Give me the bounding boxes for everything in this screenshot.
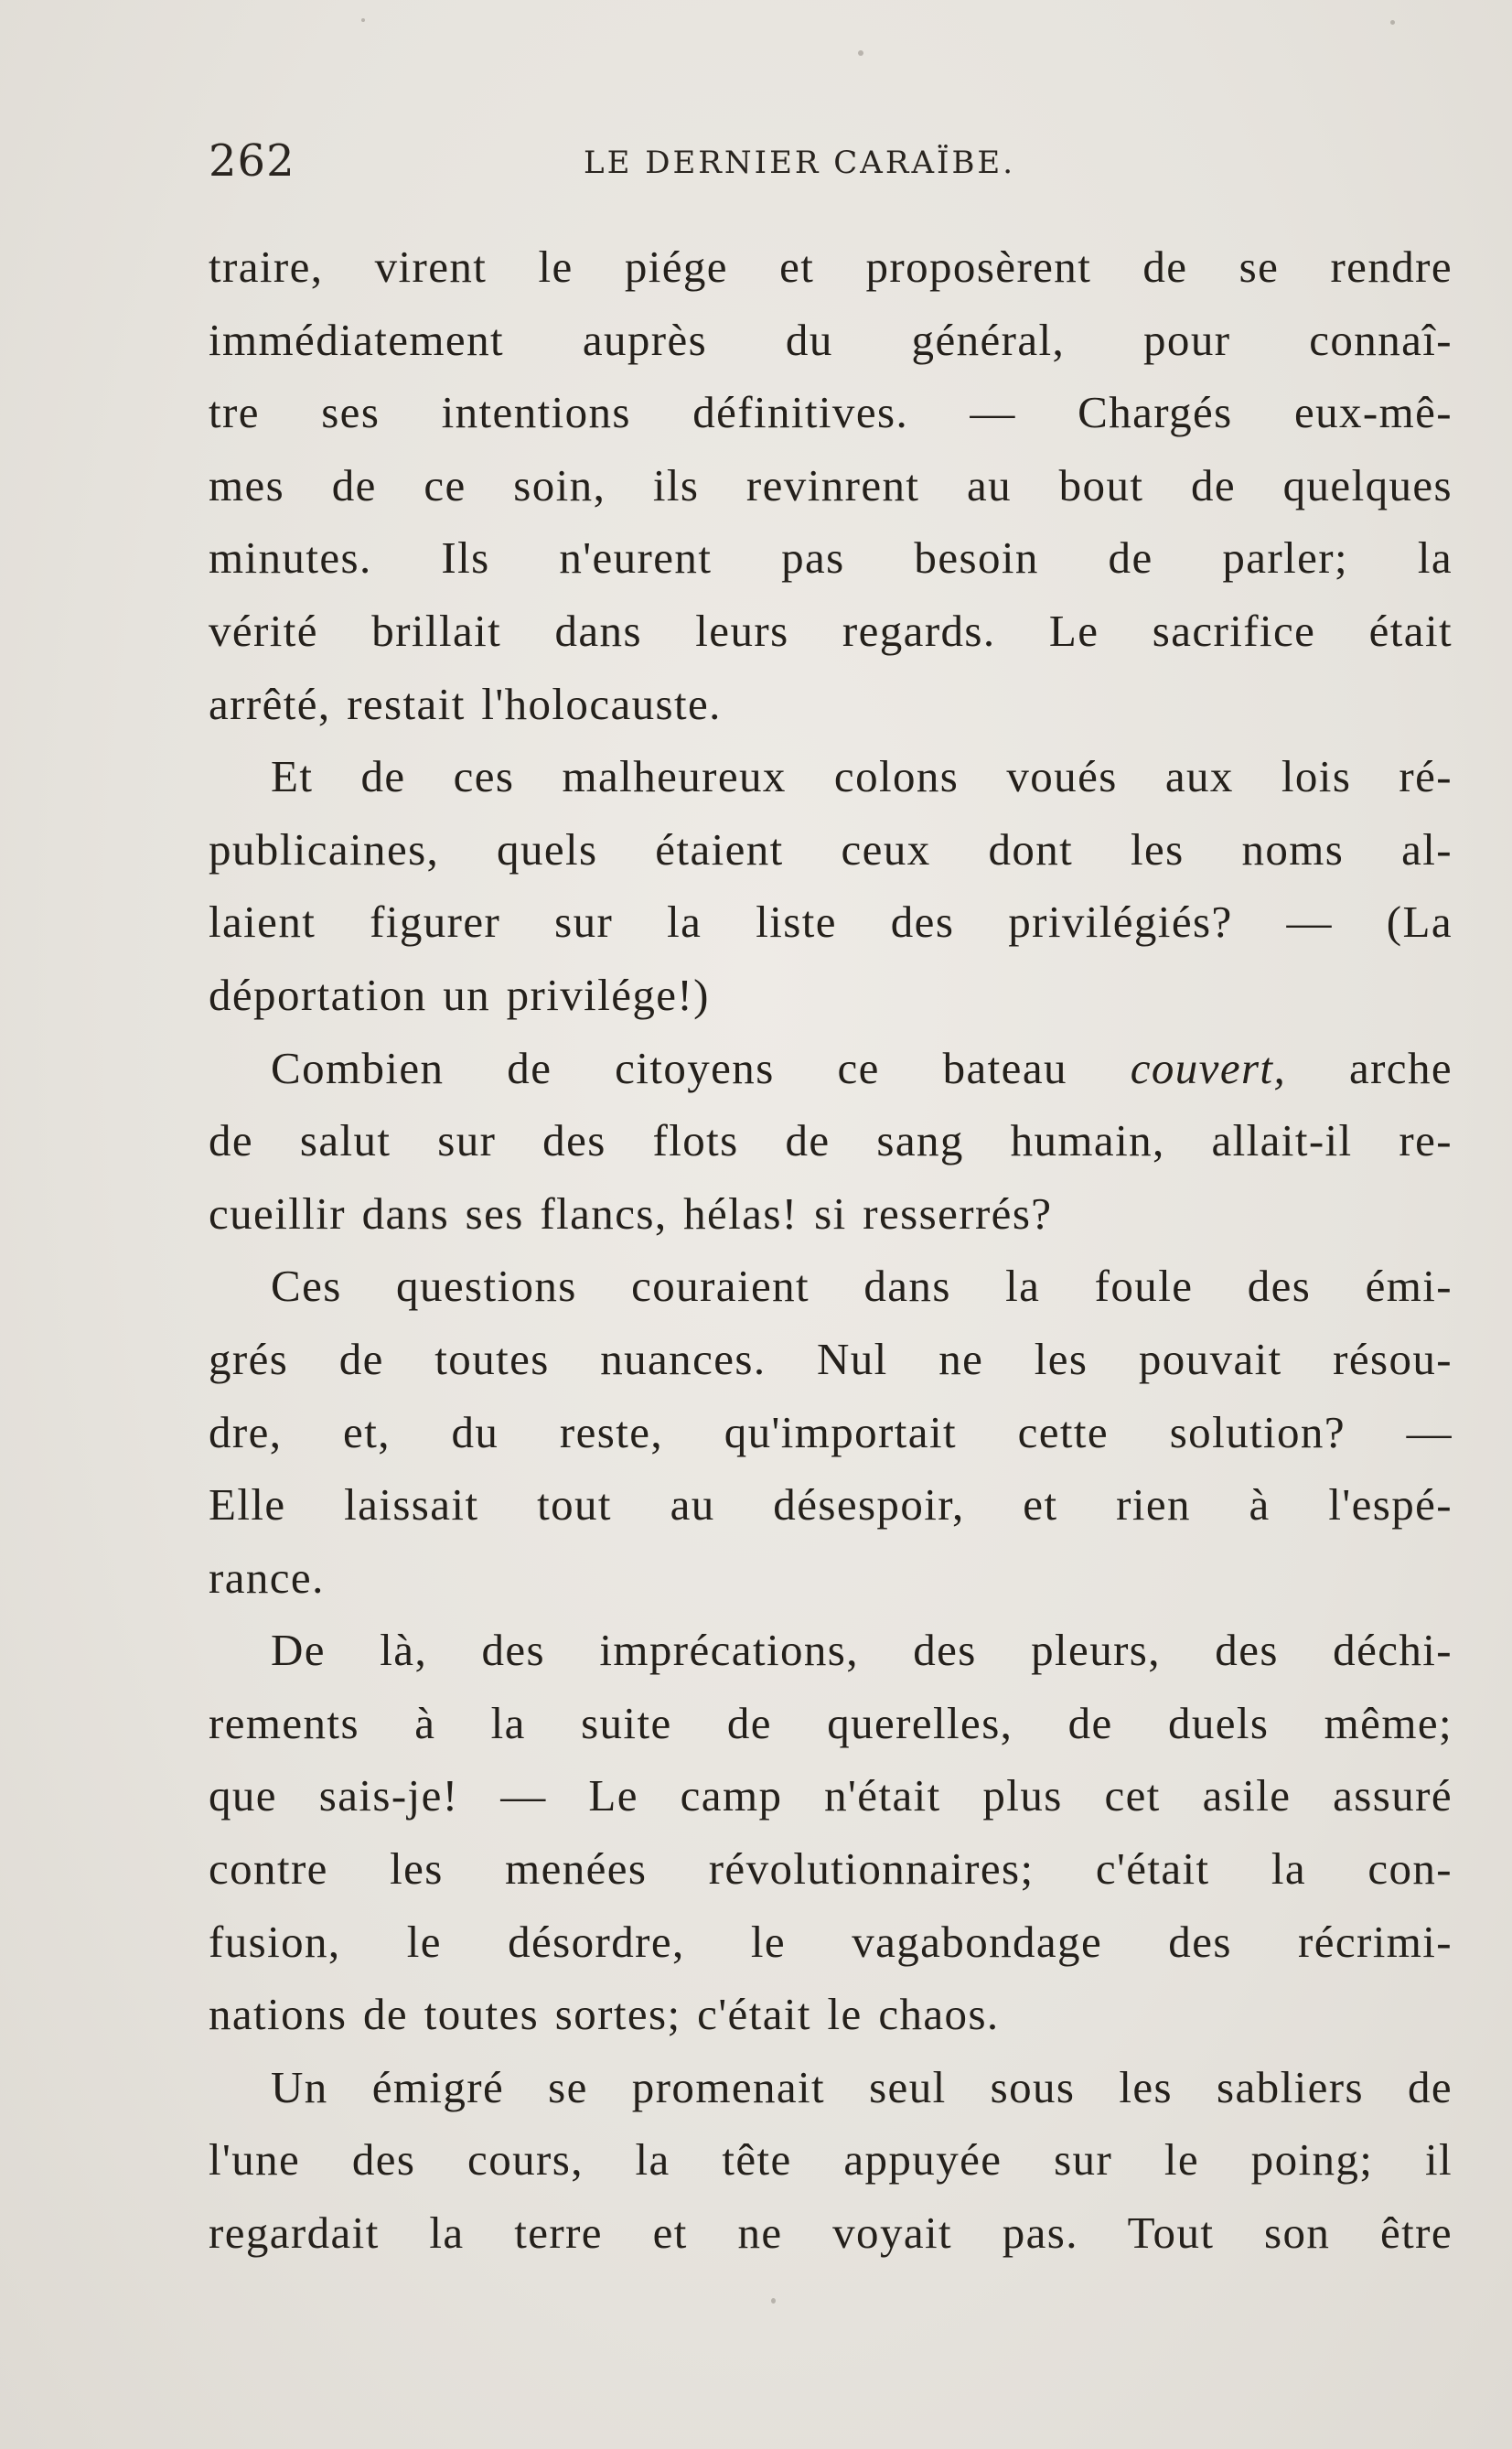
text-line: immédiatement auprès du général, pour connaî- (209, 314, 1453, 365)
text-line: Elle laissait tout au désespoir, et rien à l'espé- (209, 1479, 1453, 1531)
page-header (209, 135, 1453, 190)
text-line: de salut sur des flots de sang humain, allait-il re- (209, 1115, 1453, 1166)
text-line: arrêté, restait l'holocauste. (209, 678, 722, 729)
text-line: fusion, le désordre, le vagabondage des récrimi- (209, 1916, 1453, 1967)
running-title: LE DERNIER CARAÏBE. (584, 145, 1016, 181)
text-segment: Combien de citoyens ce bateau (271, 1042, 1131, 1093)
paper-speck (1390, 20, 1395, 25)
text-line: grés de toutes nuances. Nul ne les pouvait résou- (209, 1333, 1453, 1384)
text-line: tre ses intentions définitives. — Chargés eux-mê- (209, 387, 1453, 438)
text-line: regardait la terre et ne voyait pas. Tout son être (209, 2207, 1453, 2259)
text-line: Et de ces malheureux colons voués aux lois ré- (271, 751, 1453, 802)
text-line: vérité brillait dans leurs regards. Le sacrifice était (209, 605, 1453, 656)
text-line: l'une des cours, la tête appuyée sur le poing; il (209, 2134, 1453, 2186)
text-line: Un émigré se promenait seul sous les sabliers de (271, 2061, 1453, 2112)
text-line: laient figurer sur la liste des privilégiés? — (La (209, 897, 1453, 948)
text-segment: arche (1286, 1042, 1453, 1093)
text-line: rements à la suite de querelles, de duels même; (209, 1697, 1453, 1748)
body-text (209, 231, 1453, 2270)
text-line: que sais-je! — Le camp n'était plus cet asile assuré (209, 1770, 1453, 1821)
text-line: contre les menées révolutionnaires; c'était la con- (209, 1843, 1453, 1895)
text-line: dre, et, du reste, qu'importait cette solution? — (209, 1406, 1453, 1457)
text-line: cueillir dans ses flancs, hélas! si resserrés? (209, 1187, 1053, 1239)
italic-word: couvert, (1130, 1042, 1287, 1093)
text-line: minutes. Ils n'eurent pas besoin de parler; la (209, 532, 1453, 584)
text-line: traire, virent le piége et proposèrent de se rendre (209, 242, 1453, 292)
text-line: rance. (209, 1552, 325, 1603)
text-line: nations de toutes sortes; c'était le chaos. (209, 1989, 1000, 2040)
paper-speck (361, 18, 365, 22)
text-line (209, 1032, 1453, 1105)
paper-speck (858, 50, 863, 56)
page-number: 262 (209, 135, 295, 187)
text-line: déportation un privilége!) (209, 969, 710, 1020)
text-line: publicaines, quels étaient ceux dont les noms al- (209, 823, 1453, 875)
text-line: De là, des imprécations, des pleurs, des déchi- (271, 1625, 1453, 1676)
paper-speck (771, 2298, 776, 2304)
text-line: mes de ce soin, ils revinrent au bout de quelques (209, 459, 1453, 510)
text-line: Ces questions couraient dans la foule des émi- (271, 1261, 1453, 1312)
